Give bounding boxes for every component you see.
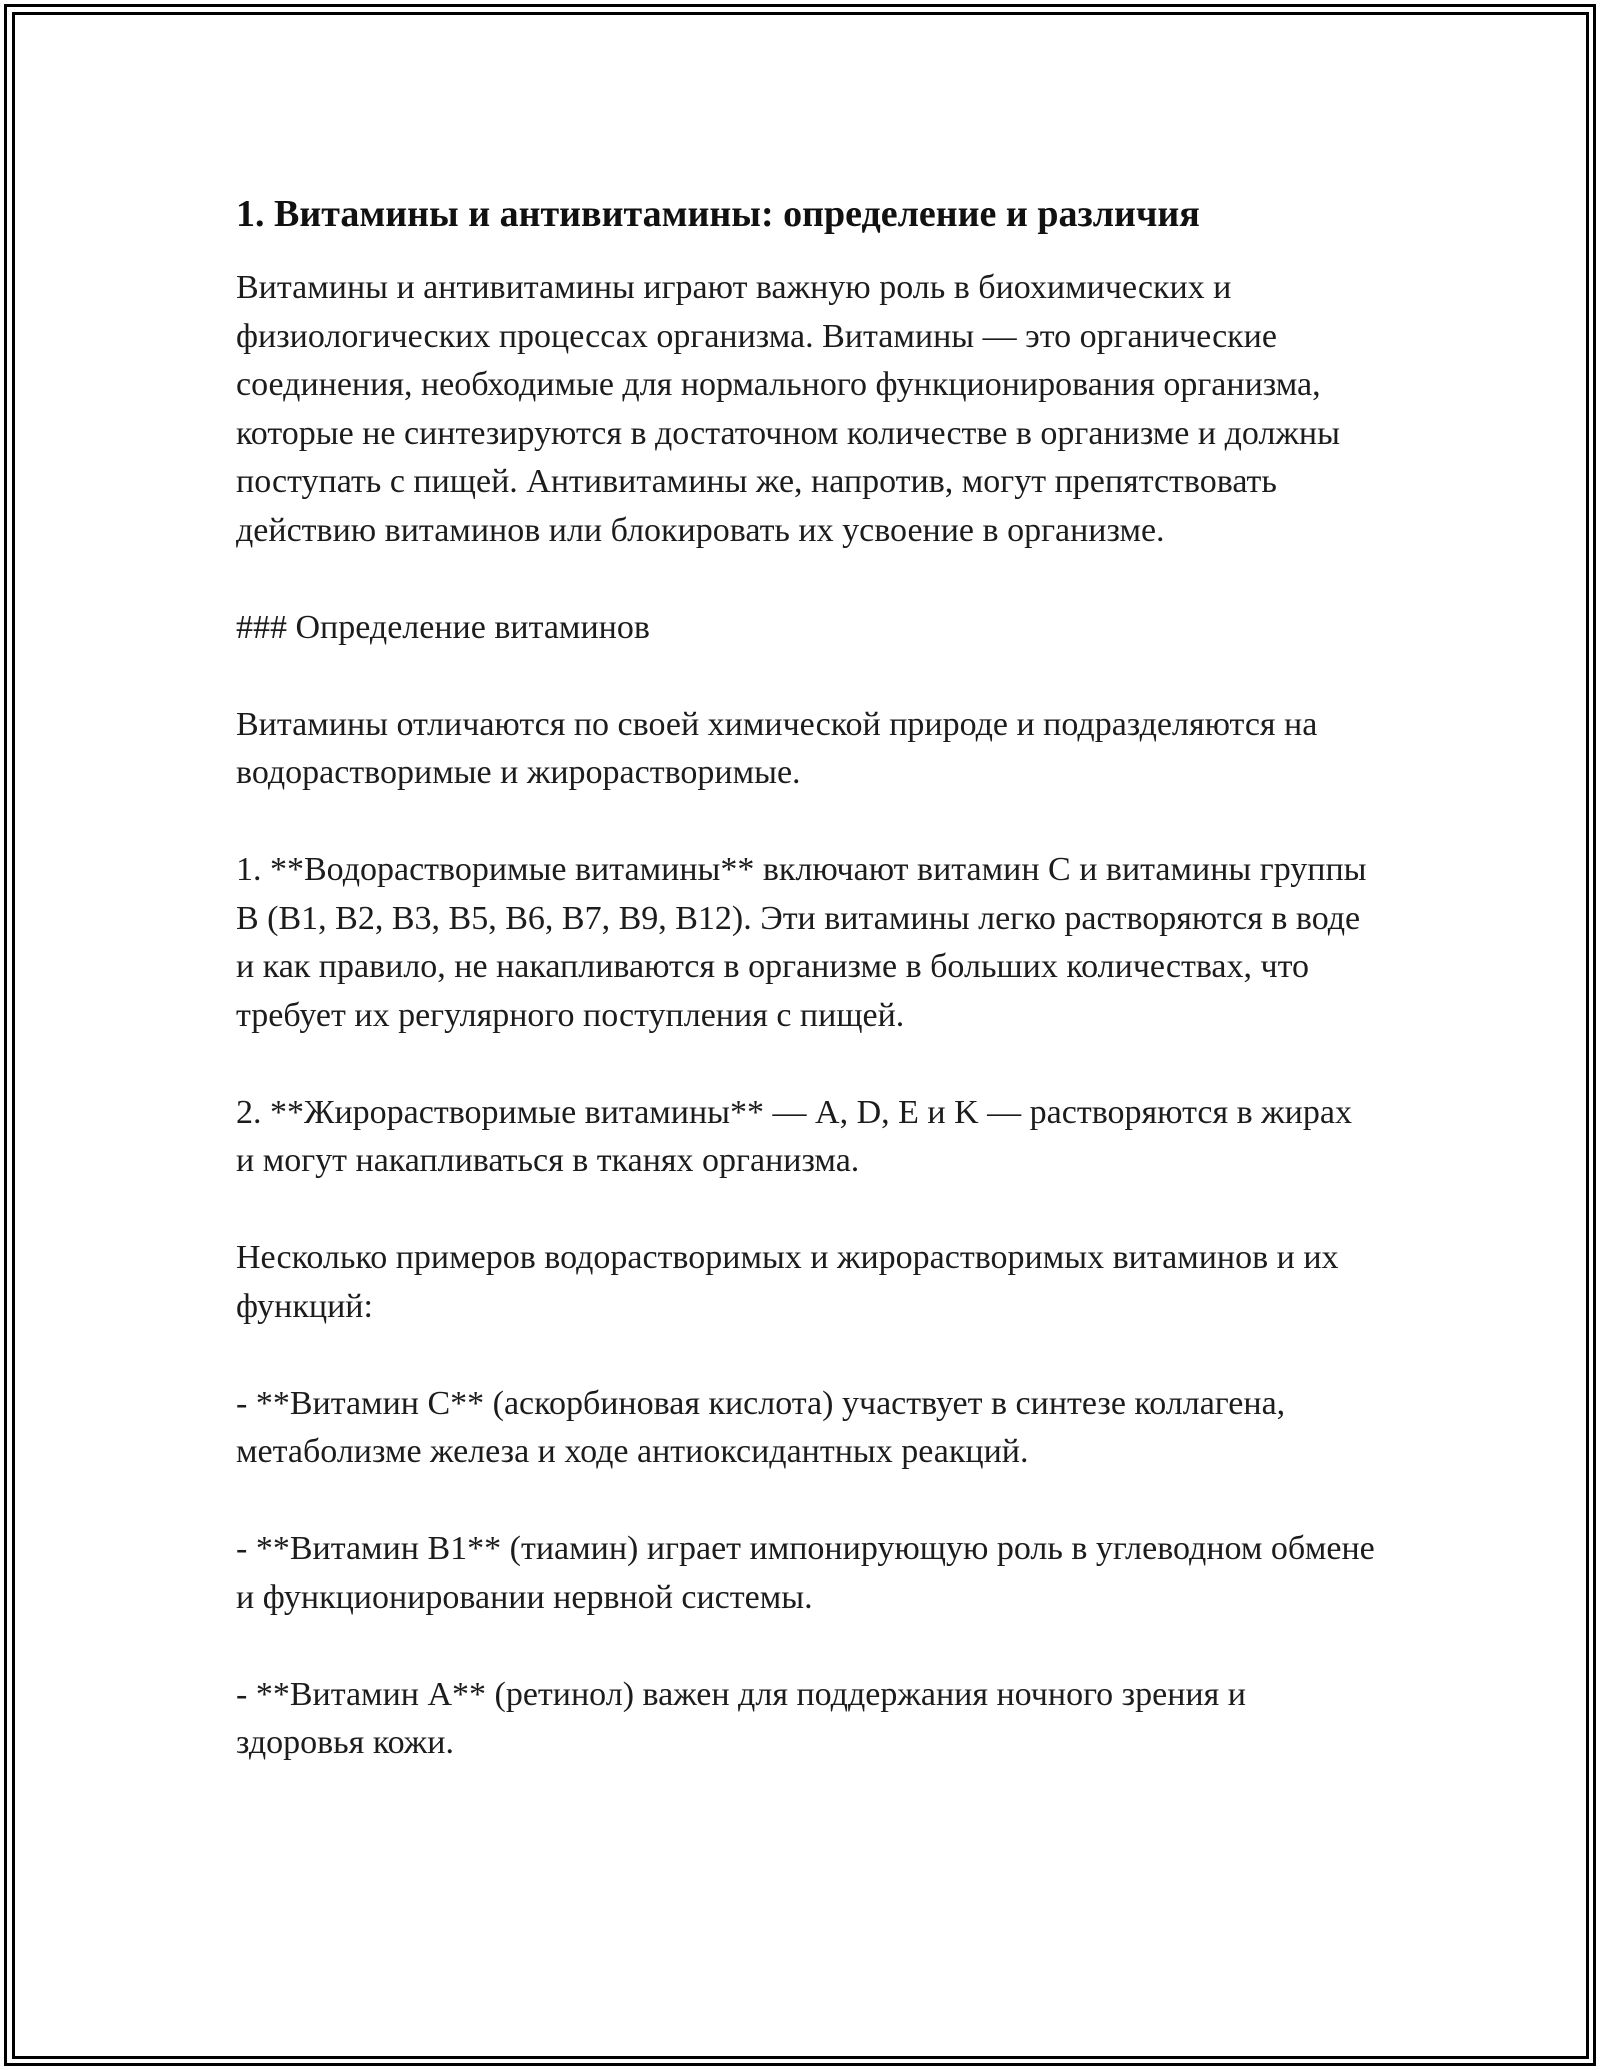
examples-intro-paragraph: Несколько примеров водорастворимых и жирорастворимых витаминов и их функций: (236, 1239, 1339, 1325)
bullet-vitamin-a: - **Витамин A** (ретинол) важен для поддержания ночного зрения и здоровья кожи. (236, 1675, 1246, 1761)
classification-paragraph: Витамины отличаются по своей химической природе и подразделяются на водорастворимые и жирорастворимые. (236, 705, 1318, 791)
bullet-vitamin-c: - **Витамин C** (аскорбиновая кислота) участвует в синтезе коллагена, метаболизме железа и ходе антиоксидантных реакций. (236, 1384, 1286, 1470)
page-title: 1. Витамины и антивитамины: определение и различия (236, 193, 1200, 235)
list-item-water-soluble: 1. **Водорастворимые витамины** включают витамин C и витамины группы B (B1, B2, B3, B5, B6, B7, B9, B12). Эти витамины легко растворяются в воде и как правило, не накапливаются в организме в больших количествах, что требует их регулярного поступления с пищей. (236, 851, 1367, 1034)
section-heading-definition: ### Определение витаминов (236, 608, 650, 646)
bullet-vitamin-b1: - **Витамин B1** (тиамин) играет импонирующую роль в углеводном обмене и функционировании нервной системы. (236, 1530, 1375, 1616)
list-item-fat-soluble: 2. **Жирорастворимые витамины** — A, D, E и K — растворяются в жирах и могут накапливаться в тканях организма. (236, 1093, 1352, 1179)
document-body (236, 186, 1376, 1768)
intro-paragraph: Витамины и антивитамины играют важную роль в биохимических и физиологических процессах организма. Витамины — это органические соединения, необходимые для нормального функционирования организма, которые не синтезируются в достаточном количестве в организме и должны поступать с пищей. Антивитамины же, напротив, могут препятствовать действию витаминов или блокировать их усвоение в организме. (236, 269, 1340, 549)
